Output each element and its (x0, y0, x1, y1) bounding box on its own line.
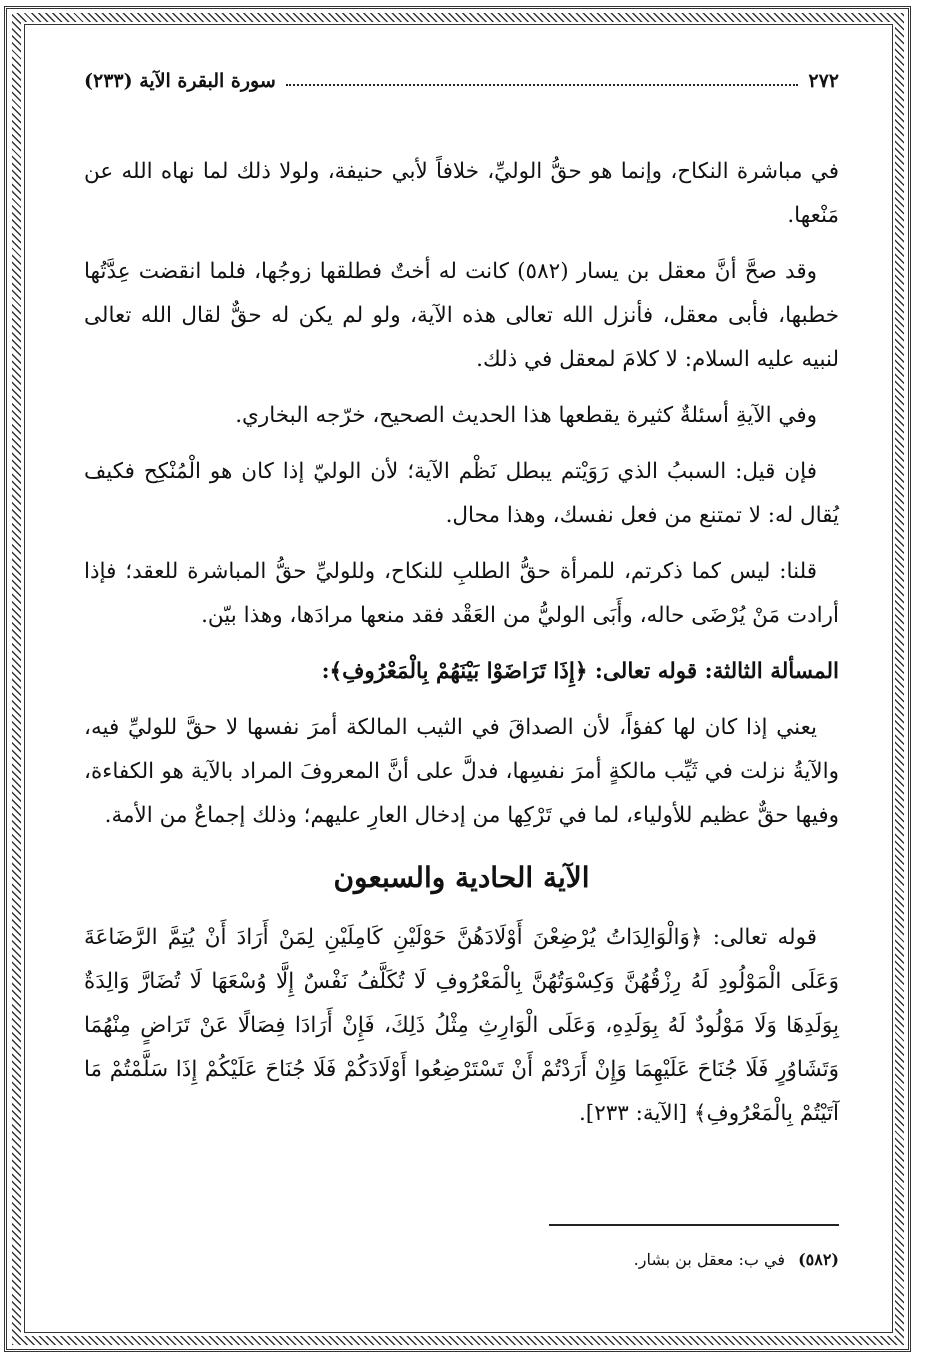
issue-heading: المسألة الثالثة: قوله تعالى: ﴿إِذَا تَرَاضَوْا بَيْنَهُمْ بِالْمَعْرُوفِ﴾: (321, 659, 839, 684)
verse-reference: [الآية: ٢٣٣]. (578, 1101, 688, 1126)
footnote (634, 1250, 839, 1269)
quran-verse: ﴿وَالْوَالِدَاتُ يُرْضِعْنَ أَوْلَادَهُنَّ حَوْلَيْنِ كَامِلَيْنِ لِمَنْ أَرَادَ أَنْ يُتِمَّ الرَّضَاعَةَ وَعَلَى الْمَوْلُودِ لَهُ رِزْقُهُنَّ وَكِسْوَتُهُنَّ بِالْمَعْرُوفِ لَا تُكَلَّفُ نَفْسٌ إِلَّا وُسْعَهَا لَا تُضَارَّ وَالِدَةٌ بِوَلَدِهَا وَلَا مَوْلُودٌ لَهُ بِوَلَدِهِ، وَعَلَى الْوَارِثِ مِثْلُ ذَلِكَ، فَإِنْ أَرَادَا فِصَالًا عَنْ تَرَاضٍ مِنْهُمَا وَتَشَاوُرٍ فَلَا جُنَاحَ عَلَيْهِمَا وَإِنْ أَرَدْتُمْ أَنْ تَسْتَرْضِعُوا أَوْلَادَكُمْ فَلَا جُنَاحَ عَلَيْكُمْ إِذَا سَلَّمْتُمْ مَا آتَيْتُمْ بِالْمَعْرُوفِ﴾ (84, 925, 839, 1126)
footnote-separator (549, 1224, 839, 1226)
verse-paragraph (84, 916, 839, 1136)
section-title: الآية الحادية والسبعون (333, 861, 590, 894)
verse-intro: قوله تعالى: (712, 925, 817, 950)
footnote-number: (٥٨٢) (798, 1250, 839, 1269)
paragraph: وقد صحَّ أنَّ معقل بن يسار (٥٨٢) كانت له أختٌ فطلقها زوجُها، فلما انقضت عِدَّتُها خطبها، فأبى معقل، فأنزل الله تعالى هذه الآية، ولو لم يكن له حقٌّ لقال الله تعالى لنبيه عليه السلام: لا كلامَ لمعقل في ذلك. (84, 259, 839, 372)
issue-paragraph: يعني إذا كان لها كفؤاً، لأن الصداقَ في الثيب المالكة أمرَ نفسها لا حقَّ للوليِّ فيه، والآيةُ نزلت في ثَيِّب مالكةٍ أمرَ نفسِها، فدلَّ على أنَّ المعروفَ المراد بالآية هو الكفاءة، وفيها حقٌّ عظيم للأولياء، لما في تَرْكِها من إدخال العارِ عليهم؛ وذلك إجماعٌ من الأمة. (84, 715, 839, 828)
book-page (84, 60, 839, 1306)
paragraph: فإن قيل: السببُ الذي رَوَيْتم يبطل نَظْم الآية؛ لأن الوليّ إذا كان هو الْمُنْكِح فكيف يُقال له: لا تمتنع من فعل نفسك، وهذا محال. (84, 459, 839, 528)
page-body (84, 150, 839, 1136)
footnote-text: في ب: معقل بن بشار. (633, 1250, 785, 1269)
header-title: سورة البقرة الآية (٢٣٣) (84, 70, 276, 92)
paragraph-continuation: في مباشرة النكاح، وإنما هو حقُّ الوليِّ، خلافاً لأبي حنيفة، ولولا ذلك لما نهاه الله عن مَنْعها. (84, 159, 839, 228)
paragraph: قلنا: ليس كما ذكرتم، للمرأة حقُّ الطلبِ للنكاح، وللوليِّ حقُّ المباشرة للعقد؛ فإذا أرادت مَنْ يُرْضَى حاله، وأَبَى الوليُّ من العَقْد فقد منعها مرادَها، وهذا بيّن. (84, 559, 839, 628)
page-number: ٢٧٢ (808, 70, 839, 92)
running-header (84, 64, 839, 98)
paragraph: وفي الآيةِ أسئلةٌ كثيرة يقطعها هذا الحديث الصحيح، خرّجه البخاري. (235, 403, 817, 428)
header-leader-dots (286, 84, 799, 86)
